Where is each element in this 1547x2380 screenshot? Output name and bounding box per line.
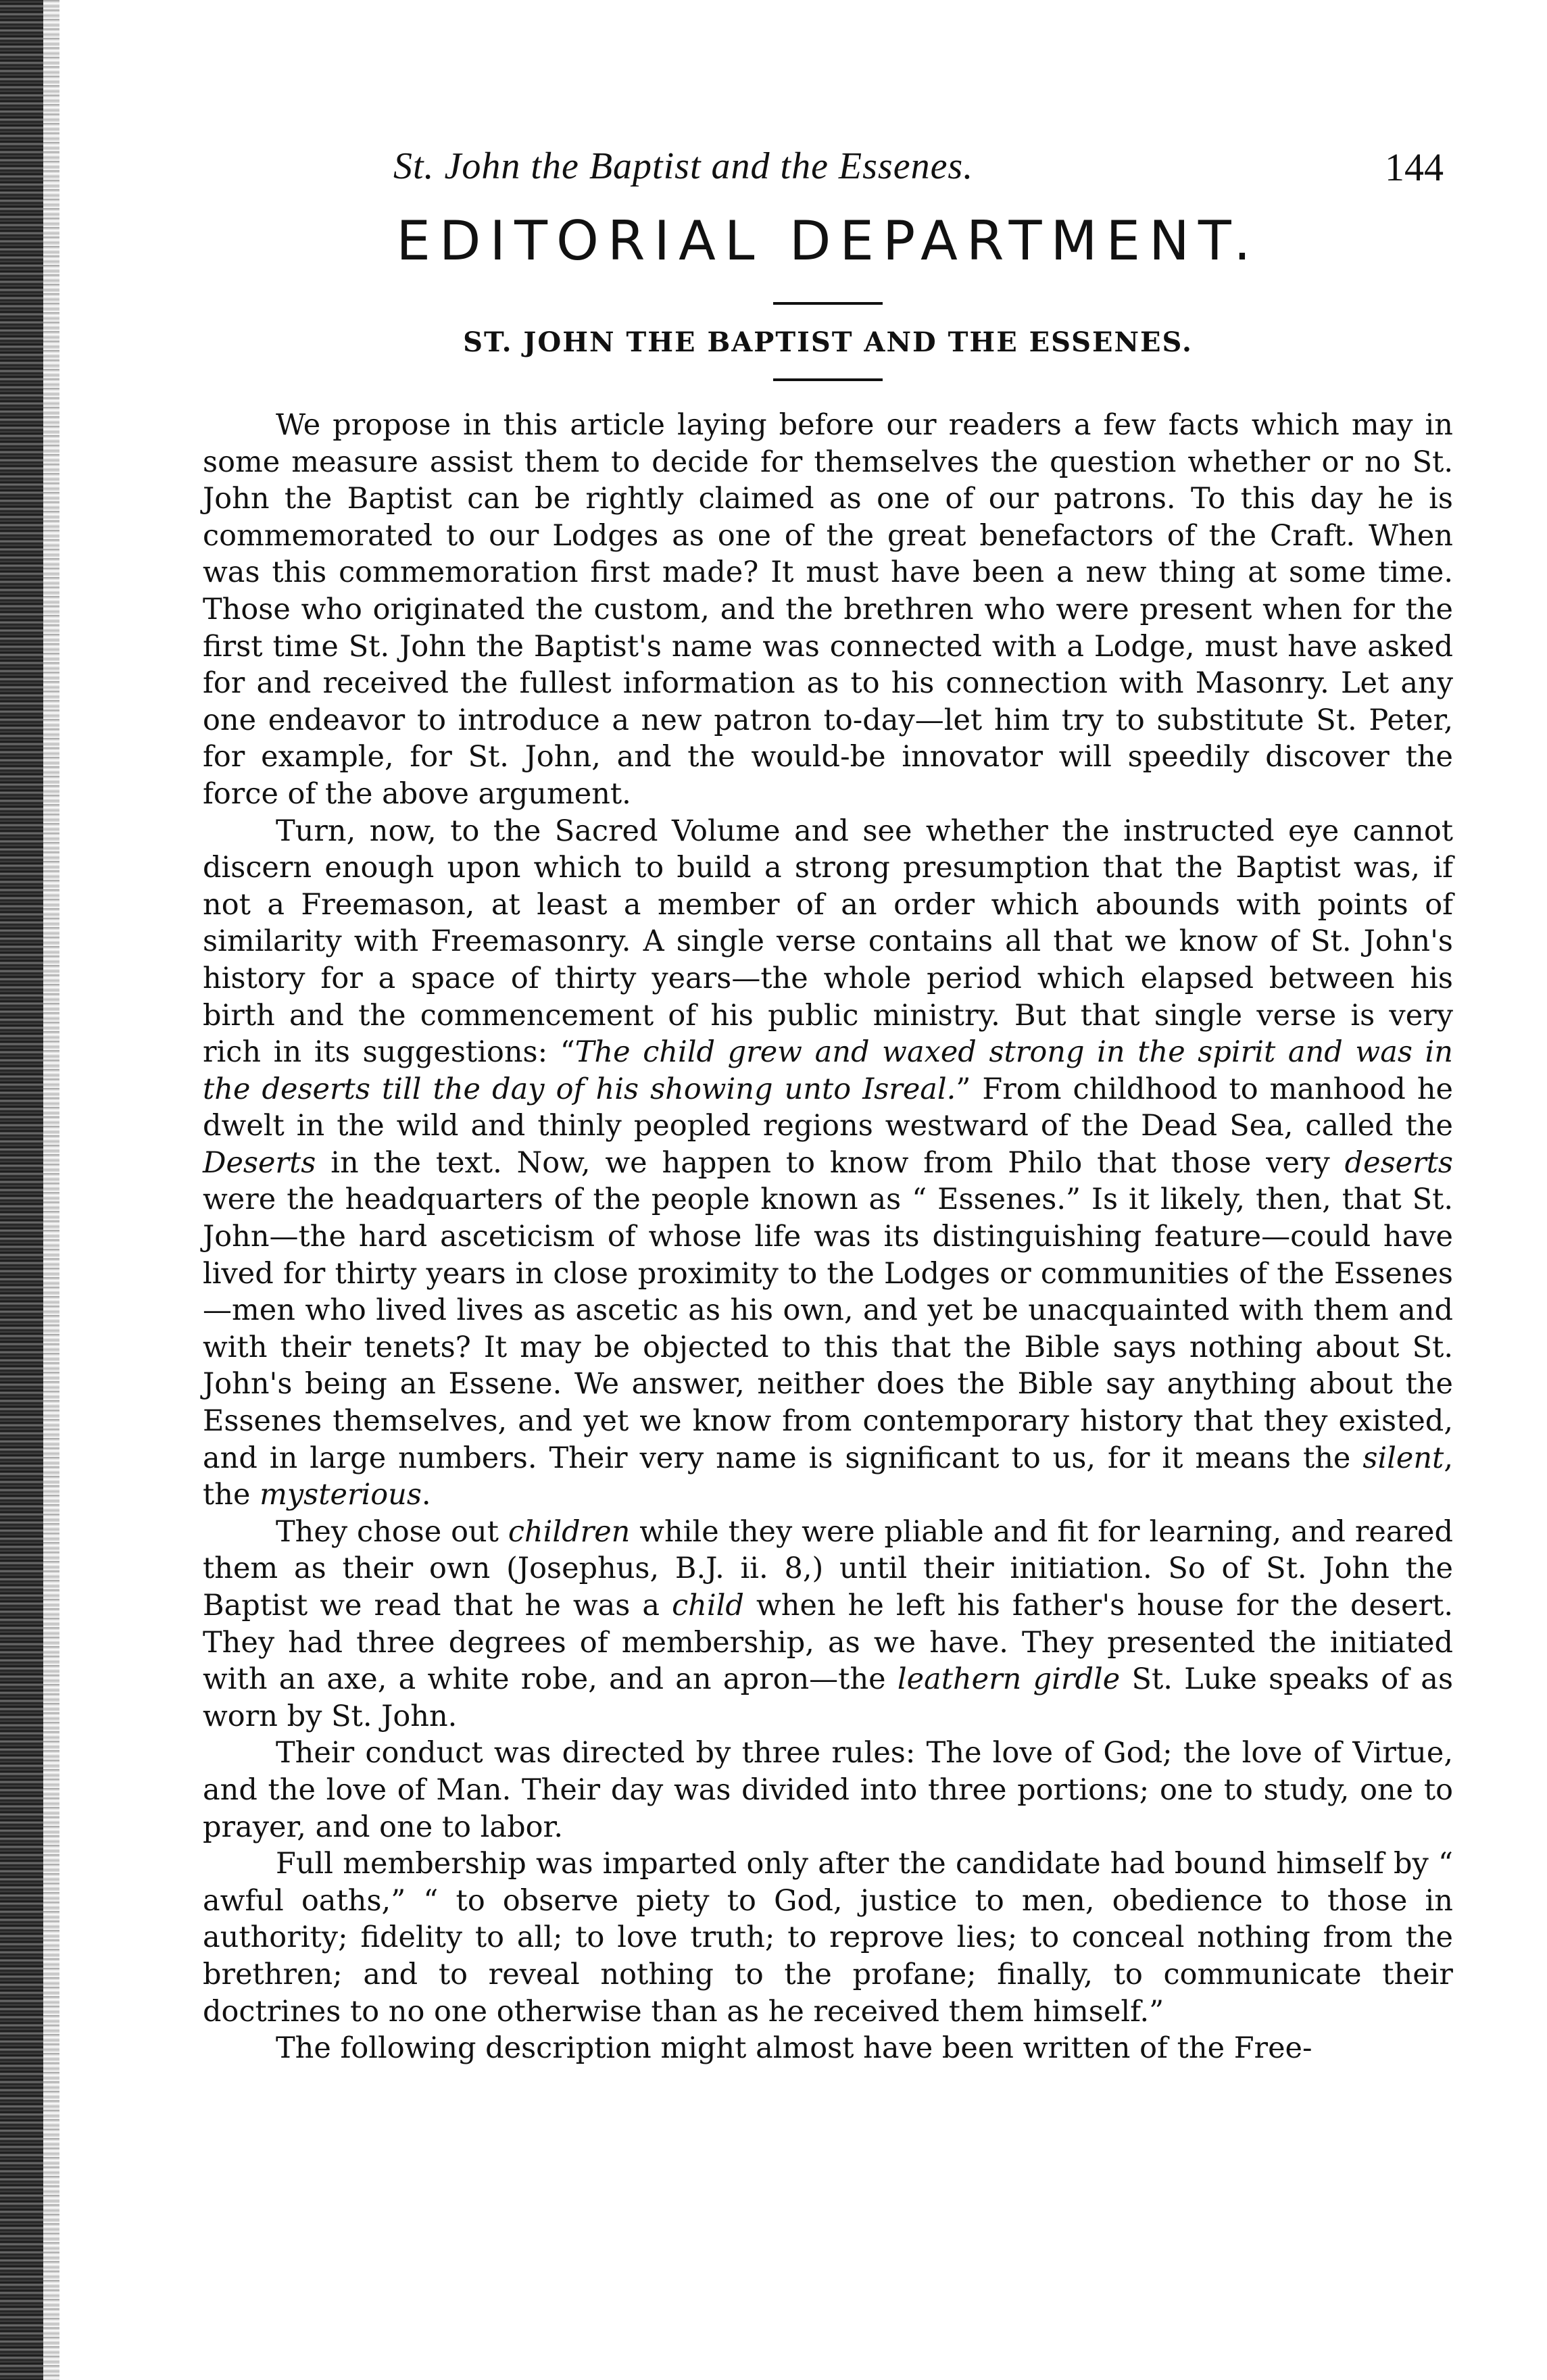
text-run: in the text. Now, we happen to know from Philo that those very <box>316 1145 1345 1180</box>
top-divider-rule <box>773 302 883 305</box>
paragraph-p4 <box>203 1735 1453 1845</box>
text-run: . <box>421 1478 431 1512</box>
page-number: 144 <box>1385 145 1444 189</box>
italic-text: Deserts <box>203 1145 316 1180</box>
bottom-divider-rule <box>773 378 883 381</box>
paragraph-p5 <box>203 1845 1453 2030</box>
italic-text: children <box>508 1514 631 1549</box>
paragraph-p1 <box>203 407 1453 813</box>
text-run: Their conduct was directed by three rules: The love of God; the love of Virtue, and the love of Man. Their day was divided into three portions; one to study, one to prayer, and one to labor. <box>203 1736 1453 1844</box>
paragraph-p2 <box>203 813 1453 1514</box>
text-run: ” From childhood to manhood he dwelt in the wild and thinly peopled regions westward of the Dead Sea, called the <box>203 1072 1454 1143</box>
italic-text: child <box>672 1589 744 1622</box>
italic-text: leathern girdle <box>897 1662 1121 1697</box>
running-title: St. John the Baptist and the Essenes. <box>393 145 974 187</box>
text-run: They chose out <box>276 1514 508 1549</box>
text-run: were the headquarters of the people known as “ Essenes.” Is it likely, then, that St. John—the hard asceticism of whose life was its distinguishing feature—could have lived for thirty years in close proximity to the Lodges or communities of the Essenes—men who lived lives as ascetic as his own, and yet be unacquainted with them and with their tenets? It may be objected to this that the Bible says nothing about St. John's being an Essene. We answer, neither does the Bible say anything about the Essenes themselves, and yet we know from contemporary history that they existed, and in large numbers. Their very name is significant to us, for it means the <box>203 1183 1453 1475</box>
text-run: The following description might almost have been written of the Free- <box>276 2031 1312 2066</box>
italic-text: silent <box>1362 1441 1444 1475</box>
text-run: when he left his father's house for the desert. They had three degrees of membership, as we have. They presented the initiated with an axe, a white robe, and an apron—the <box>203 1589 1453 1697</box>
paragraph-p3 <box>203 1514 1453 1735</box>
journal-page <box>203 135 1453 2067</box>
text-run: We propose in this article laying before our readers a few facts which may in some measure assist them to decide for themselves the question whether or no St. John the Baptist can be rightly claimed as one of our patrons. To this day he is commemorated to our Lodges as one of the great benefactors of the Craft. When was this commemoration first made? It must have been a new thing at some time. Those who originated the custom, and the brethren who were present when for the first time St. John the Baptist's name was connected with a Lodge, must have asked for and received the fullest information as to his connection with Masonry. Let any one endeavor to introduce a new patron to-day—let him try to substitute St. Peter, for example, for St. John, and the would-be innovator will speedily discover the force of the above argument. <box>203 408 1453 811</box>
text-run: St. Luke speaks of as worn by St. John. <box>203 1662 1454 1733</box>
text-run: Full membership was imparted only after the candidate had bound himself by “ awful oaths,” “ to observe piety to God, justice to men, obedience to those in authority; fidelity to all; to love truth; to reprove lies; to conceal nothing from the brethren; and to reveal nothing to the profane; finally, to communicate their doctrines to no one otherwise than as he received them himself.” <box>203 1847 1453 2029</box>
article-heading: ST. JOHN THE BAPTIST AND THE ESSENES. <box>463 326 1193 358</box>
article-body <box>203 407 1453 2067</box>
italic-text: deserts <box>1344 1145 1453 1180</box>
running-header <box>203 135 1453 209</box>
scanned-page-edge <box>43 0 59 2380</box>
department-title: EDITORIAL DEPARTMENT. <box>396 209 1260 272</box>
text-run: Turn, now, to the Sacred Volume and see whether the instructed eye cannot discern enough upon which to build a strong presumption that the Baptist was, if not a Freemason, at least a member of an order which abounds with points of similarity with Freemasonry. A single verse contains all that we know of St. John's history for a space of thirty years—the whole period which elapsed between his birth and the commencement of his public ministry. But that single verse is very rich in its suggestions: “ <box>203 814 1453 1070</box>
text-run: while they were pliable and fit for learning, and reared them as their own (Josephus, B.J. ii. 8,) until their initiation. So of St. John the Baptist we read that he was a <box>203 1514 1453 1622</box>
italic-text: mysterious <box>260 1478 422 1512</box>
italic-text: The child grew and waxed strong in the spirit and was in the deserts till the day of his showing unto Isreal. <box>203 1035 1453 1106</box>
paragraph-p6 <box>203 2030 1453 2067</box>
scanned-page-gutter <box>0 0 43 2380</box>
text-run: , the <box>203 1441 1453 1512</box>
